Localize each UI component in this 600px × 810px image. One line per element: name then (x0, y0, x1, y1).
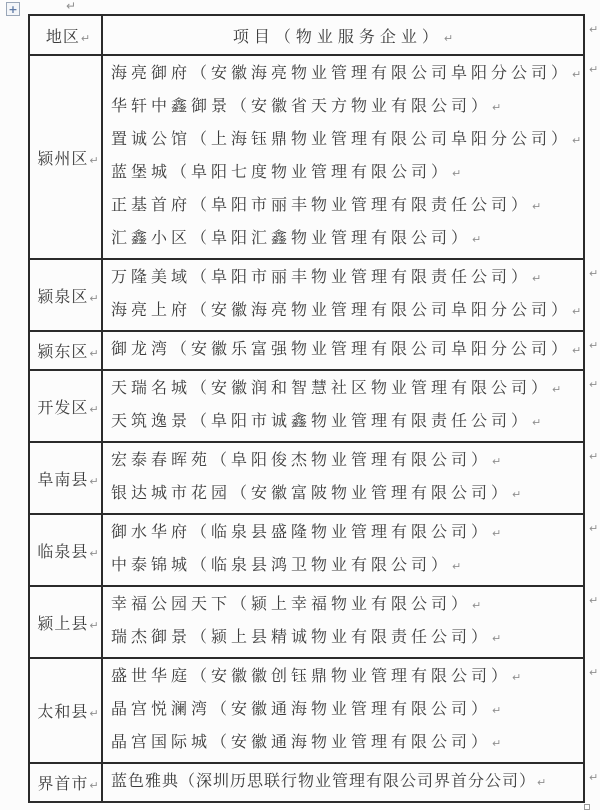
projects-cell[interactable] (102, 442, 584, 514)
paragraph-mark-icon: ↵ (89, 618, 99, 632)
projects-cell[interactable] (102, 658, 584, 763)
project-text: 海亮御府（安徽海亮物业管理有限公司阜阳分公司） (111, 65, 572, 82)
table-header-row (29, 15, 584, 55)
project-text: 置诚公馆（上海钰鼎物业管理有限公司阜阳分公司） (111, 131, 572, 148)
table-body (29, 15, 584, 802)
header-cell-region[interactable] (29, 15, 102, 55)
project-text: 中泰锦城（临泉县鸿卫物业有限公司） (111, 557, 452, 574)
paragraph-mark-icon: ↵ (89, 707, 99, 720)
region-label: 颍泉区 (37, 288, 89, 306)
project-line[interactable] (111, 727, 583, 760)
paragraph-mark-icon: ↵ (572, 134, 582, 147)
project-text: 晶宫悦澜湾（安徽通海物业管理有限公司） (111, 701, 492, 718)
project-line[interactable] (111, 622, 583, 655)
project-text: 正基首府（阜阳市丽丰物业管理有限责任公司） (111, 197, 532, 214)
table-resize-handle[interactable] (584, 804, 590, 810)
table-row (29, 514, 584, 586)
paragraph-mark-icon: ↵ (80, 31, 91, 45)
table-row (29, 586, 584, 658)
paragraph-mark-icon: ↵ (572, 68, 582, 81)
paragraph-mark-icon: ↵ (512, 488, 522, 501)
project-line[interactable] (111, 517, 583, 550)
row-end-mark-icon: ↵ (589, 771, 599, 784)
row-end-mark-icon: ↵ (589, 378, 599, 391)
project-text: 晶宫国际城（安徽通海物业管理有限公司） (111, 734, 492, 751)
row-end-mark-icon: ↵ (589, 594, 599, 607)
region-cell[interactable] (29, 370, 102, 442)
region-label: 临泉县 (37, 543, 89, 561)
header-project-label: 项目（物业服务企业） (232, 28, 443, 46)
table-row (29, 55, 584, 259)
paragraph-mark-icon: ↵ (552, 383, 562, 396)
paragraph-mark-icon: ↵ (452, 560, 462, 573)
paragraph-mark-icon: ↵ (89, 402, 99, 416)
region-label: 界首市 (37, 776, 89, 793)
paragraph-mark-icon: ↵ (89, 779, 99, 792)
project-text: 天筑逸景（阜阳市诚鑫物业管理有限责任公司） (111, 413, 532, 430)
projects-cell[interactable] (102, 586, 584, 658)
row-end-mark-icon: ↵ (589, 63, 599, 76)
project-line[interactable] (111, 766, 583, 799)
row-end-mark-icon: ↵ (589, 522, 599, 535)
paragraph-mark-icon: ↵ (89, 347, 99, 360)
paragraph-mark-icon: ↵ (492, 455, 502, 468)
project-line[interactable] (111, 478, 583, 511)
table-move-handle-icon[interactable]: + (6, 2, 20, 16)
region-cell[interactable] (29, 763, 102, 802)
projects-cell[interactable] (102, 763, 584, 802)
project-line[interactable] (111, 661, 583, 694)
paragraph-mark-icon: ↵ (537, 776, 547, 789)
row-end-mark-icon: ↵ (589, 267, 599, 280)
project-text: 海亮上府（安徽海亮物业管理有限公司阜阳分公司） (111, 302, 572, 319)
table-row (29, 658, 584, 763)
project-text: 瑞杰御景（颍上县精诚物业有限责任公司） (111, 629, 492, 646)
paragraph-mark-icon: ↵ (572, 344, 582, 357)
project-line[interactable] (111, 124, 583, 157)
projects-cell[interactable] (102, 331, 584, 370)
region-cell[interactable] (29, 658, 102, 763)
projects-cell[interactable] (102, 259, 584, 331)
project-line[interactable] (111, 157, 583, 190)
region-label: 开发区 (37, 399, 89, 417)
paragraph-mark-icon: ↵ (492, 632, 502, 645)
region-cell[interactable] (29, 442, 102, 514)
project-text: 银达城市花园（安徽富陂物业管理有限公司） (111, 485, 512, 502)
table-row (29, 259, 584, 331)
row-end-mark-icon: ↵ (589, 23, 599, 36)
paragraph-mark-icon: ↵ (532, 200, 542, 213)
paragraph-mark-icon: ↵ (512, 671, 522, 684)
paragraph-mark-icon: ↵ (472, 233, 482, 246)
project-text: 幸福公园天下（颍上幸福物业有限公司） (111, 596, 472, 613)
region-cell[interactable] (29, 586, 102, 658)
table-row (29, 331, 584, 370)
paragraph-mark-icon: ↵ (89, 153, 99, 167)
region-label: 太和县 (37, 704, 89, 721)
project-line[interactable] (111, 295, 583, 328)
header-region-label: 地区 (45, 28, 80, 46)
paragraph-mark-icon: ↵ (492, 527, 502, 540)
region-cell[interactable] (29, 514, 102, 586)
project-text: 御龙湾（安徽乐富强物业管理有限公司阜阳分公司） (111, 341, 572, 358)
project-text: 宏泰春晖苑（阜阳俊杰物业管理有限公司） (111, 452, 492, 469)
project-line[interactable] (111, 223, 583, 256)
row-end-mark-icon: ↵ (589, 450, 599, 463)
projects-cell[interactable] (102, 55, 584, 259)
table-row (29, 763, 584, 802)
paragraph-mark-icon: ↵ (89, 474, 99, 488)
project-text: 华轩中鑫御景（安徽省天方物业有限公司） (111, 98, 492, 115)
paragraph-mark-icon: ↵ (492, 101, 502, 114)
project-text: 盛世华庭（安徽徽创钰鼎物业管理有限公司） (111, 668, 512, 685)
table-container (28, 14, 585, 803)
paragraph-mark-icon: ↵ (472, 599, 482, 612)
paragraph-mark-icon: ↵ (572, 305, 582, 318)
property-table (28, 14, 585, 803)
paragraph-mark-icon: ↵ (66, 0, 77, 13)
project-text: 汇鑫小区（阜阳汇鑫物业管理有限公司） (111, 230, 472, 247)
region-label: 阜南县 (37, 471, 89, 489)
paragraph-mark-icon: ↵ (492, 704, 502, 717)
project-text: 天瑞名城（安徽润和智慧社区物业管理有限公司） (111, 380, 552, 397)
project-line[interactable] (111, 91, 583, 124)
paragraph-mark-icon: ↵ (532, 272, 542, 285)
project-text: 御水华府（临泉县盛隆物业管理有限公司） (111, 524, 492, 541)
paragraph-mark-icon: ↵ (443, 31, 454, 45)
region-cell[interactable] (29, 55, 102, 259)
paragraph-mark-icon: ↵ (89, 546, 99, 560)
region-label: 颍上县 (37, 615, 89, 633)
region-label: 颍东区 (37, 344, 89, 361)
project-line[interactable] (111, 445, 583, 478)
project-line[interactable] (111, 262, 583, 295)
project-line[interactable] (111, 58, 583, 91)
project-line[interactable] (111, 190, 583, 223)
project-text: 蓝堡城（阜阳七度物业管理有限公司） (111, 164, 452, 181)
project-line[interactable] (111, 373, 583, 406)
table-row (29, 442, 584, 514)
project-text: 万隆美域（阜阳市丽丰物业管理有限责任公司） (111, 269, 532, 286)
project-line[interactable] (111, 589, 583, 622)
project-line[interactable] (111, 334, 583, 367)
paragraph-mark-icon: ↵ (452, 167, 462, 180)
region-cell[interactable] (29, 259, 102, 331)
row-end-mark-icon: ↵ (589, 666, 599, 679)
project-line[interactable] (111, 694, 583, 727)
project-line[interactable] (111, 406, 583, 439)
project-line[interactable] (111, 550, 583, 583)
projects-cell[interactable] (102, 370, 584, 442)
projects-cell[interactable] (102, 514, 584, 586)
paragraph-mark-icon: ↵ (492, 737, 502, 750)
row-end-mark-icon: ↵ (589, 339, 599, 352)
paragraph-mark-icon: ↵ (532, 416, 542, 429)
header-cell-project[interactable] (102, 15, 584, 55)
region-cell[interactable] (29, 331, 102, 370)
table-row (29, 370, 584, 442)
paragraph-mark-icon: ↵ (89, 291, 99, 305)
region-label: 颍州区 (37, 150, 89, 168)
project-text: 蓝色雅典（深圳历思联行物业管理有限公司界首分公司） (111, 773, 537, 790)
